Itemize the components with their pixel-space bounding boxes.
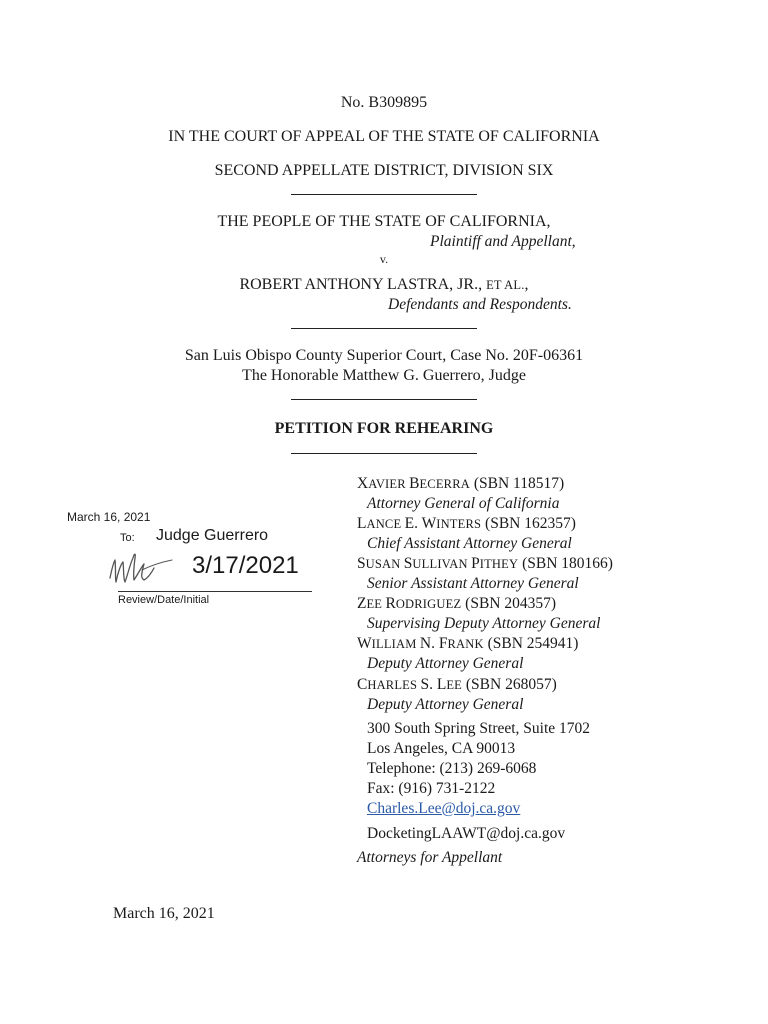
defendant-name xyxy=(0,275,768,295)
divider-2 xyxy=(291,328,477,329)
defendant-role: Defendants and Respondents. xyxy=(388,296,572,313)
attorney-title: Supervising Deputy Attorney General xyxy=(367,615,601,632)
attorney-name: LANCE E. WINTERS (SBN 162357) xyxy=(357,515,576,532)
divider-4 xyxy=(291,453,477,454)
docketing-email: DocketingLAAWT@doj.ca.gov xyxy=(367,825,566,842)
stamp-signature-line xyxy=(118,591,312,592)
defendant-comma: , xyxy=(524,276,529,293)
defendant-etal: ET AL. xyxy=(486,278,525,292)
versus: v. xyxy=(379,252,389,266)
district-name: SECOND APPELLATE DISTRICT, DIVISION SIX xyxy=(214,162,554,179)
defendant-main: ROBERT ANTHONY LASTRA, JR., xyxy=(239,276,487,293)
handwritten-initials xyxy=(106,548,176,590)
attorneys-for: Attorneys for Appellant xyxy=(357,849,503,866)
attorney-title: Deputy Attorney General xyxy=(367,696,524,713)
fax: Fax: (916) 731-2122 xyxy=(367,780,496,797)
case-number: No. B309895 xyxy=(340,94,428,111)
attorney-title: Attorney General of California xyxy=(367,495,560,512)
filing-date: March 16, 2021 xyxy=(113,905,215,922)
plaintiff-name: THE PEOPLE OF THE STATE OF CALIFORNIA, xyxy=(217,213,551,230)
attorney-title: Deputy Attorney General xyxy=(367,655,524,672)
attorney-title: Chief Assistant Attorney General xyxy=(367,535,572,552)
stamp-caption: Review/Date/Initial xyxy=(118,594,210,606)
lower-court-line1: San Luis Obispo County Superior Court, Case No. 20F-06361 xyxy=(184,347,584,364)
stamp-review-date: 3/17/2021 xyxy=(192,552,299,579)
attorney-name: CHARLES S. LEE (SBN 268057) xyxy=(357,676,557,693)
stamp-date: March 16, 2021 xyxy=(67,510,151,524)
stamp-to-label: To: xyxy=(120,532,135,544)
street-address: 300 South Spring Street, Suite 1702 xyxy=(367,720,591,737)
lower-court-line2: The Honorable Matthew G. Guerrero, Judge xyxy=(242,367,526,384)
stamp-to-name: Judge Guerrero xyxy=(156,527,269,544)
attorney-name: XAVIER BECERRA (SBN 118517) xyxy=(357,475,565,492)
attorney-name: WILLIAM N. FRANK (SBN 254941) xyxy=(357,635,579,652)
divider-3 xyxy=(291,399,477,400)
court-name: IN THE COURT OF APPEAL OF THE STATE OF CALIFORNIA xyxy=(168,128,600,145)
email-link[interactable]: Charles.Lee@doj.ca.gov xyxy=(367,800,521,817)
telephone: Telephone: (213) 269-6068 xyxy=(367,760,537,777)
attorney-name: ZEE RODRIGUEZ (SBN 204357) xyxy=(357,595,557,612)
attorney-title: Senior Assistant Attorney General xyxy=(367,575,579,592)
city-address: Los Angeles, CA 90013 xyxy=(367,740,516,757)
attorney-name: SUSAN SULLIVAN PITHEY (SBN 180166) xyxy=(357,555,613,572)
divider-1 xyxy=(291,194,477,195)
plaintiff-role: Plaintiff and Appellant, xyxy=(430,233,576,250)
document-title: PETITION FOR REHEARING xyxy=(274,420,494,437)
